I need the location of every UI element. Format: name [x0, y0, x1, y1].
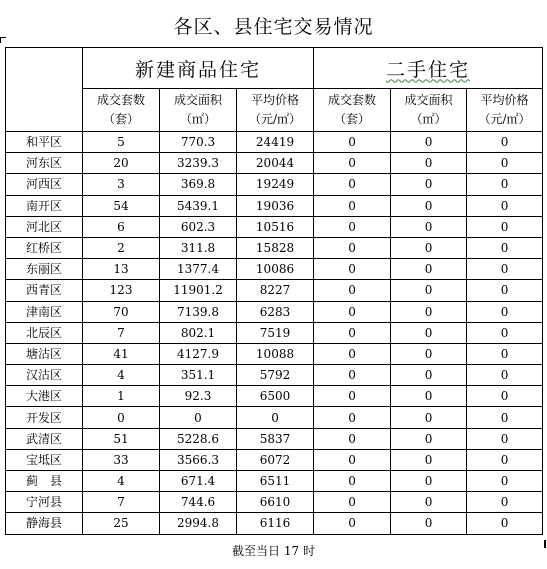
second-area-cell: 0 [391, 153, 467, 174]
second-units-cell: 0 [314, 216, 391, 237]
table-corner-marker [0, 37, 6, 43]
new-housing-header: 新建商品住宅 [83, 48, 314, 89]
second-units-cell: 0 [314, 407, 391, 428]
second-units-cell: 0 [314, 343, 391, 364]
new-units-cell: 70 [83, 301, 160, 322]
district-cell: 南开区 [6, 195, 83, 216]
new-area-cell: 351.1 [160, 365, 237, 386]
new-area-cell: 802.1 [160, 322, 237, 343]
district-cell: 红桥区 [6, 237, 83, 258]
new-area-cell: 602.3 [160, 216, 237, 237]
new-units-cell: 13 [83, 259, 160, 280]
new-price-cell: 7519 [237, 322, 314, 343]
second-area-cell: 0 [391, 216, 467, 237]
table-row [6, 195, 543, 216]
second-units-cell: 0 [314, 322, 391, 343]
new-price-cell: 6283 [237, 301, 314, 322]
new-price-cell: 6116 [237, 513, 314, 534]
table-row [6, 322, 543, 343]
new-units-cell: 1 [83, 386, 160, 407]
second-price-cell: 0 [467, 195, 543, 216]
second-area-cell: 0 [391, 513, 467, 534]
second-price-cell: 0 [467, 343, 543, 364]
new-units-cell: 41 [83, 343, 160, 364]
new-units-cell: 4 [83, 365, 160, 386]
header-label: 平均价格 [480, 93, 529, 107]
new-price-cell: 5837 [237, 428, 314, 449]
header-label: 成交套数 [328, 93, 377, 107]
new-price-cell: 5792 [237, 365, 314, 386]
second-area-cell: 0 [391, 492, 467, 513]
new-units-cell: 7 [83, 492, 160, 513]
new-area-cell: 1377.4 [160, 259, 237, 280]
housing-transactions-table [5, 47, 543, 535]
table-row [6, 174, 543, 195]
second-area-cell: 0 [391, 449, 467, 470]
table-row [6, 365, 543, 386]
new-area-cell: 11901.2 [160, 280, 237, 301]
new-price-cell: 0 [237, 407, 314, 428]
district-cell: 东丽区 [6, 259, 83, 280]
second-area-cell: 0 [391, 407, 467, 428]
new-area-cell: 4127.9 [160, 343, 237, 364]
new-price-cell: 10086 [237, 259, 314, 280]
second-units-cell: 0 [314, 132, 391, 153]
new-units-cell: 54 [83, 195, 160, 216]
second-area-cell: 0 [391, 386, 467, 407]
new-units-cell: 4 [83, 471, 160, 492]
new-area-cell: 5439.1 [160, 195, 237, 216]
district-cell: 武清区 [6, 428, 83, 449]
header-unit: （㎡） [179, 112, 216, 126]
new-units-cell: 20 [83, 153, 160, 174]
table-row [6, 343, 543, 364]
district-cell: 津南区 [6, 301, 83, 322]
new-price-header [237, 89, 314, 132]
second-price-header [467, 89, 543, 132]
second-price-cell: 0 [467, 365, 543, 386]
second-units-header [314, 89, 391, 132]
district-cell: 河东区 [6, 153, 83, 174]
new-price-cell: 6500 [237, 386, 314, 407]
second-area-cell: 0 [391, 365, 467, 386]
new-price-cell: 6610 [237, 492, 314, 513]
new-area-cell: 369.8 [160, 174, 237, 195]
table-row [6, 449, 543, 470]
second-price-cell: 0 [467, 322, 543, 343]
second-units-cell: 0 [314, 386, 391, 407]
new-price-cell: 6072 [237, 449, 314, 470]
table-row [6, 407, 543, 428]
new-price-cell: 20044 [237, 153, 314, 174]
second-area-cell: 0 [391, 322, 467, 343]
table-row [6, 153, 543, 174]
table-row [6, 428, 543, 449]
new-price-cell: 10516 [237, 216, 314, 237]
new-units-cell: 0 [83, 407, 160, 428]
new-price-cell: 10088 [237, 343, 314, 364]
new-price-cell: 24419 [237, 132, 314, 153]
footer-note: 截至当日 17 时 [232, 544, 315, 558]
second-units-cell: 0 [314, 365, 391, 386]
page-title: 各区、县住宅交易情况 [173, 16, 374, 38]
new-units-header [83, 89, 160, 132]
new-area-cell: 3566.3 [160, 449, 237, 470]
new-area-cell: 311.8 [160, 237, 237, 258]
district-cell: 宝坻区 [6, 449, 83, 470]
second-units-cell: 0 [314, 195, 391, 216]
district-cell: 开发区 [6, 407, 83, 428]
district-cell: 塘沽区 [6, 343, 83, 364]
district-cell: 西青区 [6, 280, 83, 301]
district-cell: 宁河县 [6, 492, 83, 513]
second-area-header [391, 89, 467, 132]
second-price-cell: 0 [467, 174, 543, 195]
new-units-cell: 123 [83, 280, 160, 301]
header-label: 成交面积 [404, 93, 453, 107]
second-units-cell: 0 [314, 449, 391, 470]
second-units-cell: 0 [314, 301, 391, 322]
second-units-cell: 0 [314, 428, 391, 449]
second-price-cell: 0 [467, 153, 543, 174]
table-row [6, 301, 543, 322]
second-price-cell: 0 [467, 237, 543, 258]
new-units-cell: 51 [83, 428, 160, 449]
header-label: 成交面积 [173, 93, 222, 107]
district-cell: 河西区 [6, 174, 83, 195]
table-row [6, 280, 543, 301]
district-cell: 静海县 [6, 513, 83, 534]
new-units-cell: 2 [83, 237, 160, 258]
second-price-cell: 0 [467, 301, 543, 322]
second-units-cell: 0 [314, 492, 391, 513]
second-hand-header-text: 二手住宅 [386, 58, 471, 81]
second-price-cell: 0 [467, 513, 543, 534]
second-units-cell: 0 [314, 237, 391, 258]
new-units-cell: 3 [83, 174, 160, 195]
second-area-cell: 0 [391, 428, 467, 449]
district-cell: 汉沽区 [6, 365, 83, 386]
new-price-cell: 19249 [237, 174, 314, 195]
district-cell: 北辰区 [6, 322, 83, 343]
header-unit: （元/㎡） [248, 112, 302, 126]
district-header-cell [6, 48, 83, 132]
district-cell: 和平区 [6, 132, 83, 153]
header-unit: （㎡） [410, 112, 447, 126]
second-price-cell: 0 [467, 280, 543, 301]
district-cell: 蓟 县 [6, 471, 83, 492]
second-price-cell: 0 [467, 492, 543, 513]
new-area-cell: 2994.8 [160, 513, 237, 534]
district-cell: 大港区 [6, 386, 83, 407]
new-units-cell: 5 [83, 132, 160, 153]
page-edge-marker [544, 540, 546, 548]
second-units-cell: 0 [314, 259, 391, 280]
new-units-cell: 33 [83, 449, 160, 470]
new-area-cell: 0 [160, 407, 237, 428]
second-area-cell: 0 [391, 174, 467, 195]
new-area-cell: 5228.6 [160, 428, 237, 449]
new-area-header [160, 89, 237, 132]
sub-header-row [6, 89, 543, 132]
second-price-cell: 0 [467, 259, 543, 280]
table-row [6, 471, 543, 492]
new-units-cell: 25 [83, 513, 160, 534]
district-cell: 河北区 [6, 216, 83, 237]
new-area-cell: 92.3 [160, 386, 237, 407]
second-area-cell: 0 [391, 237, 467, 258]
header-unit: （套） [102, 112, 139, 126]
second-area-cell: 0 [391, 259, 467, 280]
second-area-cell: 0 [391, 343, 467, 364]
second-area-cell: 0 [391, 471, 467, 492]
second-area-cell: 0 [391, 280, 467, 301]
table-row [6, 386, 543, 407]
new-units-cell: 6 [83, 216, 160, 237]
new-price-cell: 19036 [237, 195, 314, 216]
new-area-cell: 7139.8 [160, 301, 237, 322]
second-price-cell: 0 [467, 386, 543, 407]
group-header-row [6, 48, 543, 89]
second-units-cell: 0 [314, 471, 391, 492]
table-row [6, 259, 543, 280]
header-unit: （元/㎡） [478, 112, 531, 126]
table-row [6, 237, 543, 258]
second-hand-header [314, 48, 543, 89]
second-price-cell: 0 [467, 471, 543, 492]
new-area-cell: 3239.3 [160, 153, 237, 174]
new-area-cell: 770.3 [160, 132, 237, 153]
second-price-cell: 0 [467, 216, 543, 237]
new-area-cell: 744.6 [160, 492, 237, 513]
table-row [6, 492, 543, 513]
table-row [6, 132, 543, 153]
second-area-cell: 0 [391, 132, 467, 153]
second-price-cell: 0 [467, 449, 543, 470]
second-area-cell: 0 [391, 195, 467, 216]
table-body [6, 132, 543, 535]
header-label: 成交套数 [96, 93, 145, 107]
second-price-cell: 0 [467, 407, 543, 428]
second-units-cell: 0 [314, 280, 391, 301]
second-units-cell: 0 [314, 153, 391, 174]
second-price-cell: 0 [467, 428, 543, 449]
new-area-cell: 671.4 [160, 471, 237, 492]
new-price-cell: 8227 [237, 280, 314, 301]
table-row [6, 513, 543, 534]
table-row [6, 216, 543, 237]
header-label: 平均价格 [251, 93, 300, 107]
second-area-cell: 0 [391, 301, 467, 322]
new-price-cell: 15828 [237, 237, 314, 258]
second-price-cell: 0 [467, 132, 543, 153]
new-price-cell: 6511 [237, 471, 314, 492]
second-units-cell: 0 [314, 174, 391, 195]
second-units-cell: 0 [314, 513, 391, 534]
header-unit: （套） [334, 112, 371, 126]
new-units-cell: 7 [83, 322, 160, 343]
